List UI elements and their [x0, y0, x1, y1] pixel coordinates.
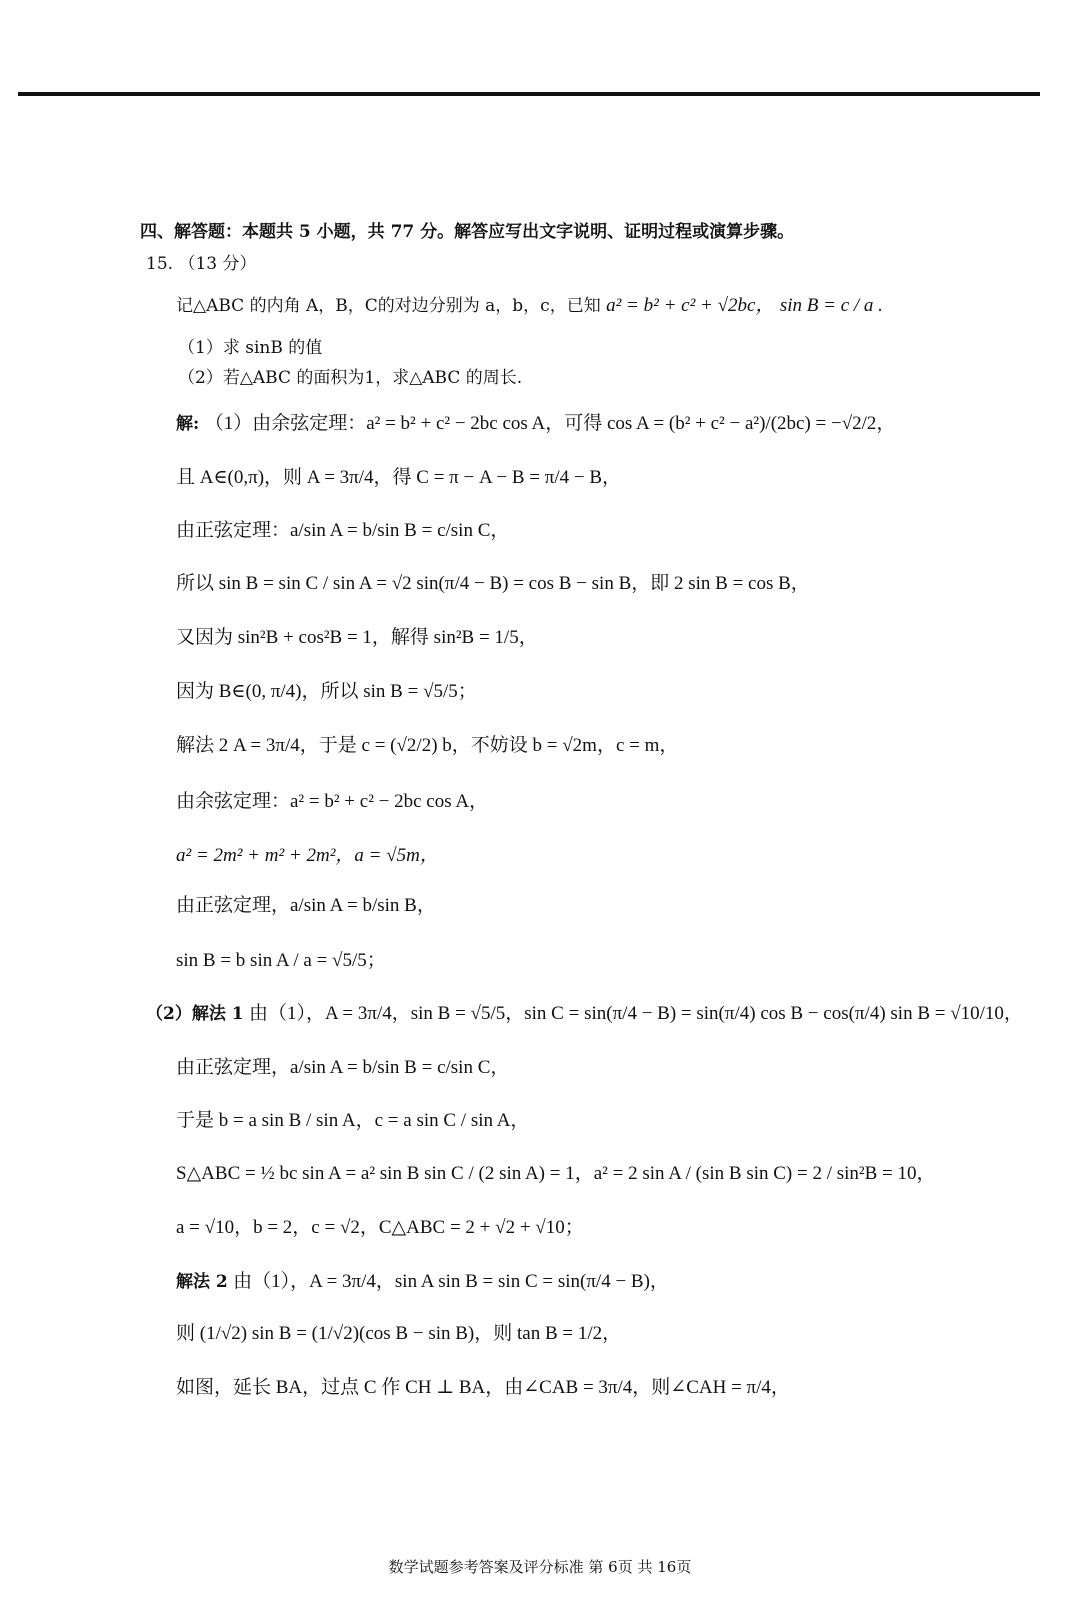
solution-line-14: 于是 b = a sin B / sin A，c = a sin C / sin A， [176, 1110, 530, 1131]
page-footer: 数学试题参考答案及评分标准 第 6页 共 16页 [388, 1558, 692, 1576]
statement-eq2: sin B = c / a . [779, 295, 883, 316]
solution-line-5: 又因为 sin²B + cos²B = 1，解得 sin²B = 1/5， [176, 627, 538, 648]
solution-line-17-text: 由（1），A = 3π/4，sin A sin B = sin C = sin(π/4 − B)， [233, 1271, 669, 1292]
solution-line-1-text: （1）由余弦定理：a² = b² + c² − 2bc cos A，可得 cos A = (b² + c² − a²)/(2bc) = −√2/2， [204, 413, 896, 434]
solution-line-12-text: 由（1），A = 3π/4，sin B = √5/5，sin C = sin(π/4 − B) = sin(π/4) cos B − cos(π/4) sin B = √10/10， [248, 1003, 1023, 1024]
solution-line-9: a² = 2m² + m² + 2m²，a = √5m， [176, 845, 439, 866]
statement-prefix: 记△ABC 的内角 A，B，C的对边分别为 a，b，c，已知 [176, 296, 601, 316]
solution-line-3: 由正弦定理：a/sin A = b/sin B = c/sin C， [176, 520, 510, 541]
section-heading: 四、解答题：本题共 5 小题，共 77 分。解答应写出文字说明、证明过程或演算步骤。 [140, 222, 795, 242]
solution-line-17 [176, 1272, 669, 1291]
problem-points: （13 分） [178, 254, 257, 274]
solution-line-4: 所以 sin B = sin C / sin A = √2 sin(π/4 − B) = cos B − sin B，即 2 sin B = cos B， [176, 573, 810, 594]
part-2: （2）若△ABC 的面积为1，求△ABC 的周长. [178, 368, 523, 388]
solution-line-11: sin B = b sin A / a = √5/5； [176, 950, 386, 971]
problem-statement [176, 296, 883, 315]
part2-method1-label: （2）解法 1 [146, 1004, 244, 1024]
solution-line-16: a = √10，b = 2，c = √2，C△ABC = 2 + √2 + √10； [176, 1217, 584, 1238]
solution-line-19: 如图，延长 BA，过点 C 作 CH ⊥ BA，由∠CAB = 3π/4，则∠CAH = π/4， [176, 1377, 790, 1398]
solution-line-7: 解法 2 A = 3π/4，于是 c = (√2/2) b，不妨设 b = √2m，c = m， [176, 735, 679, 756]
problem-number-text: 15. [146, 254, 174, 274]
solution-line-6: 因为 B∈(0, π/4)，所以 sin B = √5/5； [176, 681, 477, 702]
solution-line-8: 由余弦定理：a² = b² + c² − 2bc cos A， [176, 791, 489, 812]
statement-eq1: a² = b² + c² + √2bc， [606, 295, 775, 316]
part2-method2-label: 解法 2 [176, 1272, 228, 1292]
solution-line-10: 由正弦定理，a/sin A = b/sin B， [176, 895, 436, 916]
solution-label: 解: [176, 414, 200, 434]
solution-line-15: S△ABC = ½ bc sin A = a² sin B sin C / (2 sin A) = 1，a² = 2 sin A / (sin B sin C) = 2 / sin²B = 10， [176, 1163, 936, 1184]
solution-line-2: 且 A∈(0,π)，则 A = 3π/4，得 C = π − A − B = π/4 − B， [176, 467, 622, 488]
solution-line-18: 则 (1/√2) sin B = (1/√2)(cos B − sin B)，则 tan B = 1/2， [176, 1323, 622, 1344]
solution-line-12 [146, 1004, 1023, 1023]
solution-line-13: 由正弦定理，a/sin A = b/sin B = c/sin C， [176, 1057, 510, 1078]
top-rule [18, 92, 1040, 96]
problem-number [146, 256, 257, 273]
part-1: （1）求 sinB 的值 [178, 338, 323, 358]
solution-line-1 [176, 414, 895, 433]
